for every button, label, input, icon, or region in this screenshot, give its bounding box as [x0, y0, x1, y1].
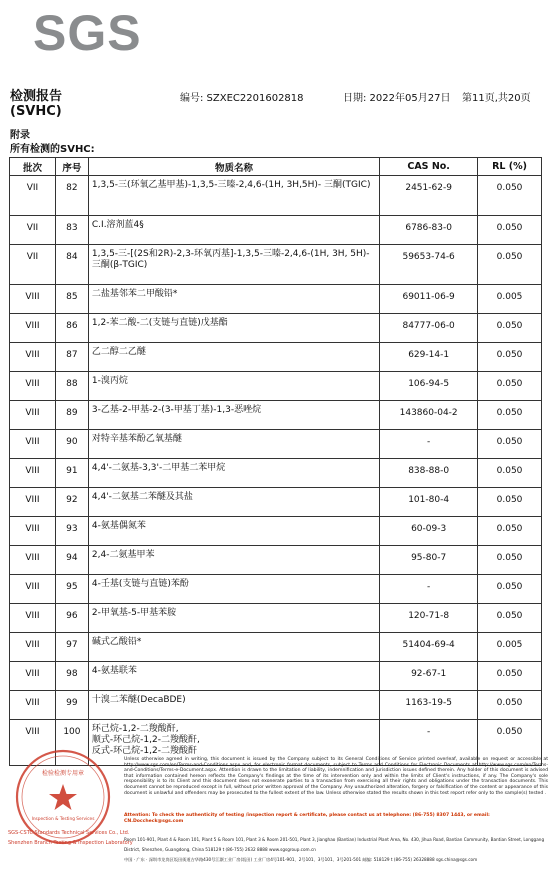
cell-substance-name: 1-溴丙烷 — [88, 372, 379, 401]
cell-cas-no: 92-67-1 — [380, 662, 478, 691]
cell-batch: VII — [10, 176, 56, 216]
cell-rl: 0.005 — [478, 633, 542, 662]
address-english: Room 101-901, Plant 4 & Room 101, Plant 5 & Room 101, Plant 3 & Room 201-501, Plant 3, Jianghao (Bantian) Industrial Plant Area, No. 430, Jihua Road, Bantian Community, Bantian Street, Longgang District, Shenzhen, Guangdong, China 518129 t (86-755) 2632 8888 www.sgsgroup.com.cn — [124, 837, 545, 852]
cell-rl: 0.050 — [478, 401, 542, 430]
cell-cas-no: 120-71-8 — [380, 604, 478, 633]
cell-cas-no: 95-80-7 — [380, 546, 478, 575]
table-body — [10, 176, 542, 766]
cell-number: 96 — [55, 604, 88, 633]
cell-rl: 0.050 — [478, 459, 542, 488]
table-row — [10, 546, 542, 575]
cell-number: 87 — [55, 343, 88, 372]
header-number: 序号 — [55, 158, 88, 176]
cell-cas-no: 51404-69-4 — [380, 633, 478, 662]
cell-batch: VIII — [10, 488, 56, 517]
cell-number: 85 — [55, 285, 88, 314]
cell-cas-no: 69011-06-9 — [380, 285, 478, 314]
cell-batch: VIII — [10, 604, 56, 633]
cell-rl: 0.050 — [478, 430, 542, 459]
cell-substance-name: C.I.溶剂蓝4§ — [88, 216, 379, 245]
cell-number: 91 — [55, 459, 88, 488]
table-row — [10, 430, 542, 459]
cell-batch: VIII — [10, 575, 56, 604]
cell-rl: 0.050 — [478, 176, 542, 216]
cell-batch: VII — [10, 216, 56, 245]
table-row — [10, 401, 542, 430]
cell-batch: VIII — [10, 546, 56, 575]
cell-cas-no: - — [380, 430, 478, 459]
report-number: 编号: SZXEC2201602818 — [180, 93, 304, 104]
cell-rl: 0.050 — [478, 575, 542, 604]
cell-substance-name: 4-氨基偶氮苯 — [88, 517, 379, 546]
cell-number: 90 — [55, 430, 88, 459]
cell-substance-name: 4-壬基(支链与直链)苯酚 — [88, 575, 379, 604]
cell-cas-no: 838-88-0 — [380, 459, 478, 488]
table-row — [10, 372, 542, 401]
cell-number: 82 — [55, 176, 88, 216]
cell-batch: VIII — [10, 372, 56, 401]
table-row — [10, 459, 542, 488]
cell-substance-name: 4,4'-二氨基二苯醚及其盐 — [88, 488, 379, 517]
cell-number: 98 — [55, 662, 88, 691]
cell-rl: 0.005 — [478, 285, 542, 314]
footer-address — [124, 835, 548, 865]
report-title: 检测报告 — [10, 89, 63, 104]
cell-substance-name: 十溴二苯醚(DecaBDE) — [88, 691, 379, 720]
cell-rl: 0.050 — [478, 372, 542, 401]
cell-number: 100 — [55, 720, 88, 766]
report-date: 日期: 2022年05月27日 — [343, 93, 451, 104]
cell-batch: VIII — [10, 691, 56, 720]
cell-rl: 0.050 — [478, 488, 542, 517]
table-row — [10, 517, 542, 546]
seal-text: 检验检测专用章 — [41, 770, 85, 777]
table-row — [10, 691, 542, 720]
cell-number: 84 — [55, 245, 88, 285]
cell-batch: VIII — [10, 285, 56, 314]
cell-number: 88 — [55, 372, 88, 401]
appendix-label: 附录 — [10, 130, 30, 141]
table-row — [10, 176, 542, 216]
header-rl: RL (%) — [478, 158, 542, 176]
cell-cas-no: 60-09-3 — [380, 517, 478, 546]
page-number: 第11页,共20页 — [462, 93, 531, 104]
cell-number: 89 — [55, 401, 88, 430]
cell-substance-name: 2,4-二氨基甲苯 — [88, 546, 379, 575]
cell-batch: VII — [10, 245, 56, 285]
cell-batch: VIII — [10, 401, 56, 430]
cell-cas-no: 59653-74-6 — [380, 245, 478, 285]
cell-substance-name: 3-乙基-2-甲基-2-(3-甲基丁基)-1,3-恶唑烷 — [88, 401, 379, 430]
address-chinese: 中国 · 广东 · 深圳市龙岗区坂田街道吉华路430号江灏工业厂房(坂田) 工业厂房4号101-901、2号101、3号101、3号201-501 邮编: 518129 t (86-755) 26328888 sgs.china@sgs.com — [124, 857, 478, 862]
cell-substance-name: 4-氨基联苯 — [88, 662, 379, 691]
cell-substance-name: 二盐基邻苯二甲酸铅* — [88, 285, 379, 314]
cell-cas-no: 106-94-5 — [380, 372, 478, 401]
cell-substance-name: 1,3,5-三-[(2S和2R)-2,3-环氧丙基]-1,3,5-三嗪-2,4,6-(1H, 3H, 5H)-三酮(β-TGIC) — [88, 245, 379, 285]
cell-substance-name: 1,2-苯二酸-二(支链与直链)戊基酯 — [88, 314, 379, 343]
cell-substance-name: 环己烷-1,2-二羧酸酐, 顺式-环己烷-1,2-二羧酸酐, 反式-环己烷-1,2-二羧酸酐 — [88, 720, 379, 766]
cell-rl: 0.050 — [478, 546, 542, 575]
table-row — [10, 343, 542, 372]
cell-number: 94 — [55, 546, 88, 575]
table-header-row — [10, 158, 542, 176]
cell-cas-no: - — [380, 720, 478, 766]
cell-rl: 0.050 — [478, 691, 542, 720]
cell-number: 95 — [55, 575, 88, 604]
cell-cas-no: - — [380, 575, 478, 604]
table-row — [10, 285, 542, 314]
cell-number: 97 — [55, 633, 88, 662]
table-row — [10, 575, 542, 604]
cell-substance-name: 对特辛基苯酚乙氧基醚 — [88, 430, 379, 459]
cell-substance-name: 2-甲氧基-5-甲基苯胺 — [88, 604, 379, 633]
sgs-logo: SGS — [33, 5, 142, 61]
seal-sub-text: Inspection & Testing Services — [31, 817, 95, 822]
cell-batch: VIII — [10, 343, 56, 372]
cell-batch: VIII — [10, 633, 56, 662]
cell-rl: 0.050 — [478, 662, 542, 691]
table-row — [10, 662, 542, 691]
cell-batch: VIII — [10, 720, 56, 766]
table-row — [10, 314, 542, 343]
branch-name: Shenzhen Branch Testing & Inspection Laboratory — [8, 840, 133, 846]
cell-rl: 0.050 — [478, 245, 542, 285]
cell-batch: VIII — [10, 459, 56, 488]
cell-rl: 0.050 — [478, 314, 542, 343]
svhc-table — [9, 157, 542, 766]
cell-substance-name: 乙二醇二乙醚 — [88, 343, 379, 372]
cell-number: 99 — [55, 691, 88, 720]
cell-substance-name: 碱式乙酸铅* — [88, 633, 379, 662]
cell-number: 86 — [55, 314, 88, 343]
cell-batch: VIII — [10, 662, 56, 691]
table-row — [10, 604, 542, 633]
table-row — [10, 245, 542, 285]
header-substance-name: 物质名称 — [88, 158, 379, 176]
cell-number: 93 — [55, 517, 88, 546]
cell-rl: 0.050 — [478, 720, 542, 766]
header-cas-no: CAS No. — [380, 158, 478, 176]
cell-number: 92 — [55, 488, 88, 517]
cell-number: 83 — [55, 216, 88, 245]
company-name: SGS-CSTC Standards Technical Services Co., Ltd. — [8, 830, 130, 836]
report-subtitle: (SVHC) — [10, 104, 62, 119]
cell-cas-no: 143860-04-2 — [380, 401, 478, 430]
cell-cas-no: 84777-06-0 — [380, 314, 478, 343]
table-row — [10, 216, 542, 245]
cell-batch: VIII — [10, 430, 56, 459]
cell-rl: 0.050 — [478, 343, 542, 372]
header-batch: 批次 — [10, 158, 56, 176]
cell-rl: 0.050 — [478, 216, 542, 245]
cell-batch: VIII — [10, 517, 56, 546]
footer-attention: Attention: To check the authenticity of testing /inspection report & certificate, please contact us at telephone: (86-755) 8307 1443, or email: CN.Doccheck@sgs.com — [124, 813, 490, 824]
cell-substance-name: 1,3,5-三(环氧乙基甲基)-1,3,5-三嗪-2,4,6-(1H, 3H,5H)- 三酮(TGIC) — [88, 176, 379, 216]
table-row — [10, 633, 542, 662]
cell-batch: VIII — [10, 314, 56, 343]
table-row — [10, 488, 542, 517]
cell-rl: 0.050 — [478, 604, 542, 633]
cell-cas-no: 6786-83-0 — [380, 216, 478, 245]
cell-cas-no: 101-80-4 — [380, 488, 478, 517]
footer-disclaimer: Unless otherwise agreed in writing, this document is issued by the Company subject to its General Conditions of Service printed overleaf, available on request or accessible at http://www.sgs.com/en/Terms-and-Conditions.aspx and, for electronic format documents, subject to Terms and Conditions for Electronic Documents at http://www.sgs.com/en/Terms-and-Conditions/Terms-e-Document.aspx. Attention is drawn to the limitation of liability, indemnification and jurisdiction issues defined therein. Any holder of this document is advised that information contained hereon reflects the Company's findings at the time of its intervention only and within the limits of Client's instructions, if any. The Company's sole responsibility is to its Client and this document does not exonerate parties to a transaction from exercising all their rights and obligations under the transaction documents. This document cannot be reproduced except in full, without prior written approval of the Company. Any unauthorized alteration, forgery or falsification of the content or appearance of this document is unlawful and offenders may be prosecuted to the fullest extent of the law. Unless otherwise stated the results shown in this test report refer only to the sample(s) tested . — [124, 757, 548, 796]
svhc-list-title: 所有检测的SVHC: — [10, 144, 95, 155]
cell-cas-no: 2451-62-9 — [380, 176, 478, 216]
cell-cas-no: 1163-19-5 — [380, 691, 478, 720]
cell-rl: 0.050 — [478, 517, 542, 546]
cell-cas-no: 629-14-1 — [380, 343, 478, 372]
cell-substance-name: 4,4'-二氨基-3,3'-二甲基二苯甲烷 — [88, 459, 379, 488]
seal-star-icon — [49, 784, 77, 810]
